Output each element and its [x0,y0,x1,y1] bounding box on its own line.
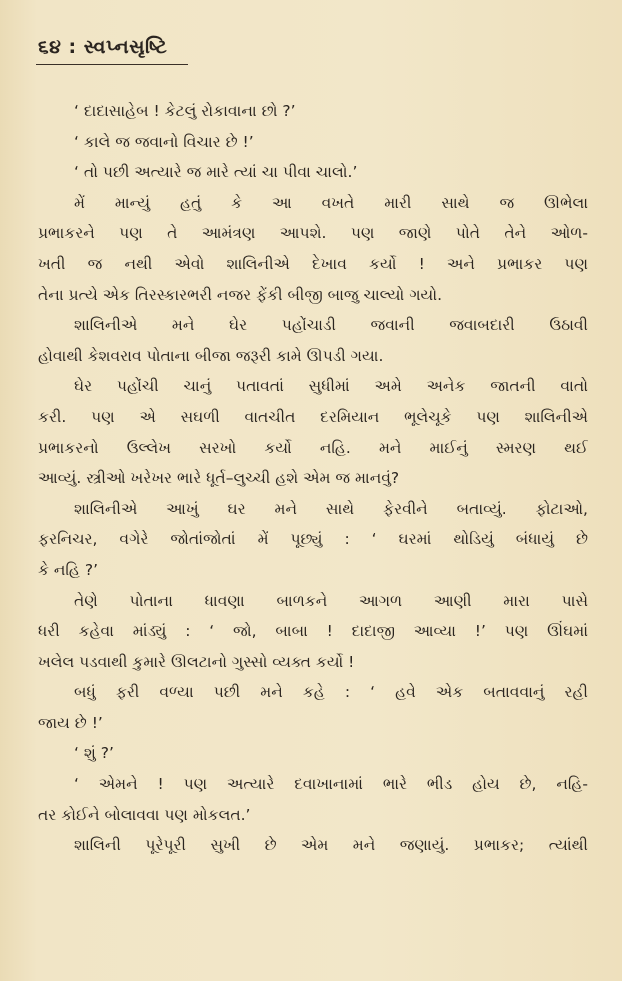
text-line: ખતી જ નથી એવો શાલિનીએ દેખાવ કર્યો ! અને પ્રભાકર પણ [38,254,588,273]
text-line: તર કોઈને બોલાવવા પણ મોકલત.’ [38,805,251,824]
text-line: ‘ કાલે જ જવાનો વિચાર છે !’ [74,132,254,151]
text-line: કે નહિ ?’ [38,560,99,579]
page-header [38,36,167,58]
header-underline [36,64,188,65]
text-line: હોવાથી કેશવરાવ પોતાના બીજા જરૂરી કામે ઊપડી ગયા. [38,346,384,365]
text-line: શાલિનીએ આખું ઘર મને સાથે ફેરવીને બતાવ્યું. ફોટાઓ, [74,499,588,518]
text-line: પ્રભાકરને પણ તે આમંત્રણ આપશે. પણ જાણે પોતે તેને ઓળ- [38,224,588,243]
text-line: આવ્યું. સ્ત્રીઓ ખરેખર ભારે ધૂર્ત–લુચ્ચી હશે એમ જ માનવું? [38,469,400,488]
header-separator: : [68,36,77,58]
text-line: પ્રભાકરનો ઉલ્લેખ સરખો કર્યો નહિ. મને માઈનું સ્મરણ થઈ [38,438,588,457]
text-line: શાલિનીએ મને ઘેર પહોંચાડી જવાની જવાબદારી ઉઠાવી [74,316,588,335]
text-line: બધું ફરી વળ્યા પછી મને કહે : ‘ હવે એક બતાવવાનું રહી [74,683,588,702]
text-line: જાય છે !’ [38,713,103,732]
body-text [38,96,588,861]
text-line: ફરનિચર, વગેરે જોતાંજોતાં મેં પૂછ્યું : ‘ ઘરમાં થોડિયું બંધાયું છે [38,530,588,549]
text-line: ખલેલ પડવાથી કુમારે ઊલટાનો ગુસ્સો વ્યક્ત કર્યો ! [38,652,355,671]
text-line: ‘ એમને ! પણ અત્યારે દવાખાનામાં ભારે ભીડ હોય છે, નહિ- [74,775,588,794]
page-number: ૬૪ [38,36,62,58]
text-line: તેણે પોતાના ધાવણા બાળકને આગળ આણી મારા પાસે [74,591,588,610]
text-line: તેના પ્રત્યે એક તિરસ્કારભરી નજર ફેંકી બીજી બાજુ ચાલ્યો ગયો. [38,285,443,304]
text-line: ‘ તો પછી અત્યારે જ મારે ત્યાં ચા પીવા ચાલો.’ [74,163,358,182]
text-line: મેં માન્યું હતું કે આ વખતે મારી સાથે જ ઊભેલા [74,193,588,212]
running-title: સ્વપ્નસૃષ્ટિ [83,36,168,58]
text-line: શાલિની પૂરેપૂરી સુખી છે એમ મને જણાયું. પ્રભાકર; ત્યાંથી [74,836,588,855]
text-line: ઘેર પહોંચી ચાનું પતાવતાં સુધીમાં અમે અનેક જાતની વાતો [74,377,588,396]
text-line: કરી. પણ એ સઘળી વાતચીત દરમિયાન ભૂલેચૂકે પણ શાલિનીએ [38,407,588,426]
text-line: ‘ શું ?’ [74,744,114,763]
text-line: ‘ દાદાસાહેબ ! કેટલું રોકાવાના છો ?’ [74,102,296,120]
text-line: ધરી કહેવા માંડ્યું : ‘ જો, બાબા ! દાદાજી આવ્યા !’ પણ ઊંઘમાં [38,622,588,641]
